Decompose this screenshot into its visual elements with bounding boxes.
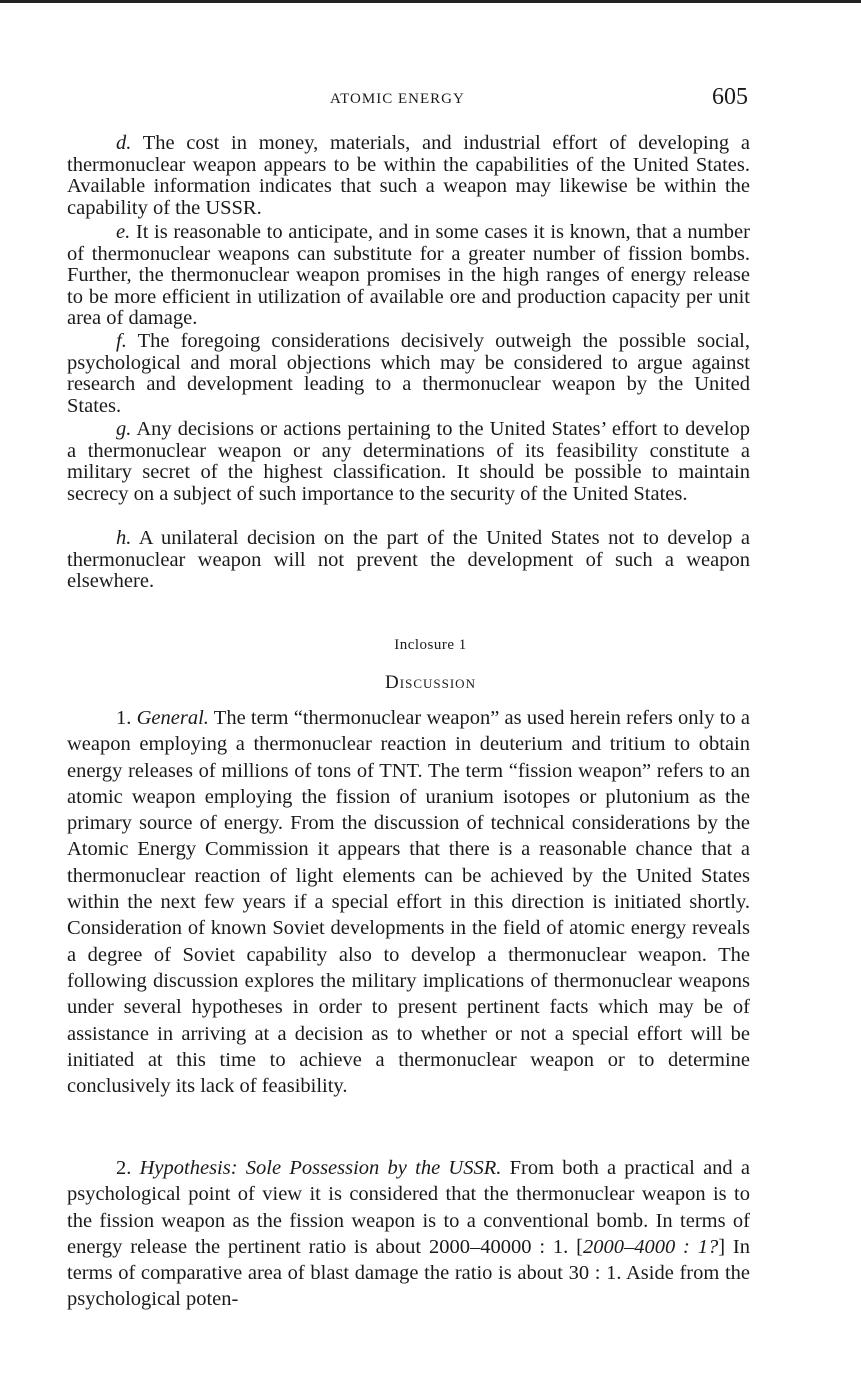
top-rule (0, 0, 861, 3)
paragraph-text: The term “thermonuclear weapon” as used herein refers only to a weapon employing a thermonuclear reaction in deuterium and tritium to obtain energy releases of millions of tons of TNT. The term “fission weapon” refers to an atomic weapon employing the fission of uranium isotopes or plutonium as the primary source of energy. From the discussion of technical considerations by the Atomic Energy Commission it appears that there is a reasonable chance that a thermonuclear reaction of light elements can be achieved by the United States within the next few years if a special effort in this direction is initiated shortly. Consideration of known Soviet developments in the field of atomic energy reveals a degree of Soviet capability also to develop a thermonuclear weapon. The following discussion explores the military implications of thermonuclear weapons under several hypotheses in order to present pertinent facts which may be of assistance in arriving at a decision as to whether or not a special effort will be initiated at this time to achieve a thermonuclear weapon or to determine conclusively its lack of feasibility. (67, 707, 751, 1098)
paragraph-text: Any decisions or actions pertaining to the United States’ effort to develop a thermonuclear weapon or any determinations of its feasibility constitute a military secret of the highest classification. It should be possible to maintain secrecy on a subject of such importance to the security of the United States. (67, 418, 750, 505)
paragraph-text: The foregoing considerations decisively outweigh the possible social, psychological and moral objections which may be considered to argue against research and development leading to a thermonuclear weapon by the United States. (67, 330, 750, 417)
paragraph-letter: f. (116, 330, 127, 352)
paragraph-text: A unilateral decision on the part of the United States not to develop a thermonuclear weapon will not prevent the development of such a weapon elsewhere. (67, 527, 750, 593)
inclosure-label: Inclosure 1 (394, 637, 467, 653)
paragraph-letter: g. (116, 418, 132, 440)
conclusion-paragraph-g (67, 419, 750, 505)
paragraph-heading: General. (136, 707, 209, 729)
paragraph-text: It is reasonable to anticipate, and in some cases it is known, that a number of thermonuclear weapons can substitute for a greater number of fission bombs. Further, the thermonuclear weapon promises in the high ranges of energy release to be more efficient in utilization of available ore and production capacity per unit area of damage. (67, 221, 750, 330)
paragraph-letter: h. (116, 527, 132, 549)
paragraph-letter: d. (116, 132, 132, 154)
paragraph-letter: e. (116, 221, 131, 243)
paragraph-text: From both a practical and a psychological point of view it is considered that the thermonuclear weapon is to the fission weapon as the fission weapon is to a conventional bomb. In terms of energy release the pertinent ratio is about 2000–40000 : 1. [ (67, 1157, 751, 1258)
paragraph-number: 2. (116, 1157, 140, 1179)
paragraph-heading: Hypothesis: Sole Possession by the USSR. (139, 1157, 502, 1179)
running-title: ATOMIC ENERGY (330, 91, 465, 107)
paragraph-number: 1. (116, 707, 137, 729)
page-number: 605 (712, 84, 748, 110)
discussion-paragraph-1 (67, 705, 750, 1099)
discussion-paragraph-2 (67, 1155, 750, 1313)
conclusion-paragraph-e (67, 222, 750, 330)
paragraph-text: The cost in money, materials, and industrial effort of developing a thermonuclear weapon appears to be within the capabilities of the United States. Available information indicates that such a weapon may likewise be within the capability of the USSR. (67, 132, 750, 219)
conclusion-paragraph-h (67, 528, 750, 593)
paragraph-text-continued: ] In terms of comparative area of blast damage the ratio is about 30 : 1. Aside from the psychological poten- (67, 1235, 751, 1311)
conclusion-paragraph-d (67, 133, 750, 219)
section-heading: Discussion (385, 672, 476, 693)
editorial-note: 2000–4000 : 1? (582, 1235, 719, 1258)
conclusion-paragraph-f (67, 331, 750, 417)
